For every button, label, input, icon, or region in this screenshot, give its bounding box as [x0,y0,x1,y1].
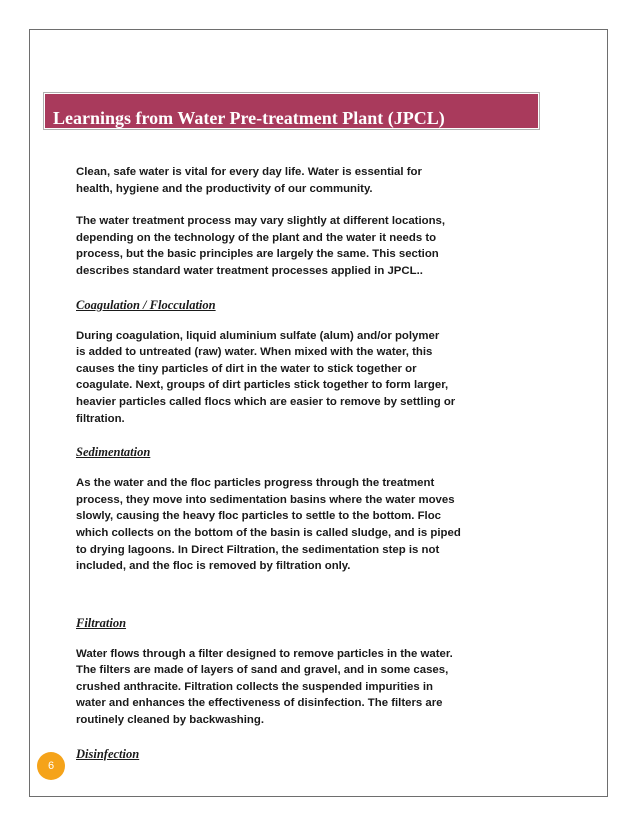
text-line: describes standard water treatment processes applied in JPCL.. [76,264,423,277]
section-heading-disinfection: Disinfection [76,746,140,761]
section-body-filtration [76,646,476,729]
section-heading-coagulation: Coagulation / Flocculation [76,297,216,312]
text-line: The water treatment process may vary slightly at different locations, [76,215,446,228]
intro-paragraph-1 [76,164,476,197]
text-line: slowly, causing the heavy floc particles to settle to the bottom. Floc [76,510,441,523]
page-number-badge: 6 [37,752,65,780]
text-line: process, but the basic principles are largely the same. This section [76,248,439,261]
text-line: filtration. [76,412,125,425]
text-line: coagulate. Next, groups of dirt particles stick together to form larger, [76,379,449,392]
text-line: heavier particles called flocs which are easier to remove by settling or [76,395,456,408]
text-line: which collects on the bottom of the basin is called sludge, and is piped [76,526,461,539]
text-line: to drying lagoons. In Direct Filtration, the sedimentation step is not [76,543,440,556]
text-line: depending on the technology of the plant and the water it needs to [76,231,437,244]
section-heading-filtration: Filtration [76,615,127,630]
text-line: is added to untreated (raw) water. When mixed with the water, this [76,346,433,359]
text-line: process, they move into sedimentation basins where the water moves [76,493,455,506]
text-line: routinely cleaned by backwashing. [76,714,265,727]
text-line: health, hygiene and the productivity of our community. [76,182,373,195]
text-line: During coagulation, liquid aluminium sulfate (alum) and/or polymer [76,329,440,342]
text-line: causes the tiny particles of dirt in the water to stick together or [76,362,417,375]
text-line: crushed anthracite. Filtration collects the suspended impurities in [76,680,433,693]
text-line: Clean, safe water is vital for every day life. Water is essential for [76,166,422,178]
section-body-sedimentation [76,475,476,575]
text-line: The filters are made of layers of sand and gravel, and in some cases, [76,664,449,677]
page-title: Learnings from Water Pre-treatment Plant (JPCL) [53,108,445,128]
text-line: included, and the floc is removed by filtration only. [76,560,351,573]
text-line: Water flows through a filter designed to remove particles in the water. [76,647,453,660]
text-line: water and enhances the effectiveness of disinfection. The filters are [76,697,443,710]
text-line: As the water and the floc particles progress through the treatment [76,477,435,490]
section-body-coagulation [76,328,476,428]
document-body [76,164,476,762]
intro-paragraph-2 [76,213,476,279]
section-heading-sedimentation: Sedimentation [76,445,151,460]
